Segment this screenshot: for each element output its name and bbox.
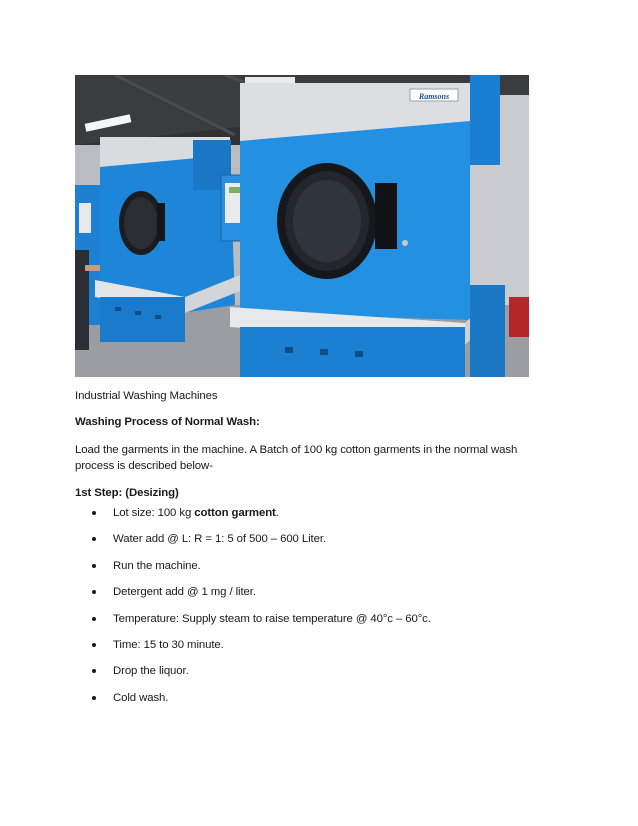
section-heading: Washing Process of Normal Wash:: [75, 416, 260, 428]
step-1-list: [75, 505, 431, 716]
bullet-icon: [92, 564, 96, 568]
bullet-icon: [92, 669, 96, 673]
bullet-icon: [92, 643, 96, 647]
intro-paragraph: Load the garments in the machine. A Batch of 100 kg cotton garments in the normal wash process is described below-: [75, 444, 518, 472]
bullet-icon: [92, 590, 96, 594]
image-caption: Industrial Washing Machines: [75, 390, 218, 402]
list-item: Cold wash.: [75, 690, 431, 716]
bullet-icon: [92, 537, 96, 541]
list-item: Lot size: 100 kg cotton garment.: [75, 505, 431, 531]
list-item: Temperature: Supply steam to raise temperature @ 40°c – 60°c.: [75, 611, 431, 637]
step-1-title: 1st Step: (Desizing): [75, 487, 179, 499]
list-item: Run the machine.: [75, 558, 431, 584]
list-item: Water add @ L: R = 1: 5 of 500 – 600 Liter.: [75, 531, 431, 557]
bullet-icon: [92, 511, 96, 515]
washing-machines-photo: [75, 75, 529, 377]
bullet-icon: [92, 617, 96, 621]
bullet-icon: [92, 696, 96, 700]
list-item: Detergent add @ 1 mg / liter.: [75, 584, 431, 610]
list-item: Drop the liquor.: [75, 663, 431, 689]
brand-label: Ramsons: [418, 92, 450, 101]
list-item: Time: 15 to 30 minute.: [75, 637, 431, 663]
